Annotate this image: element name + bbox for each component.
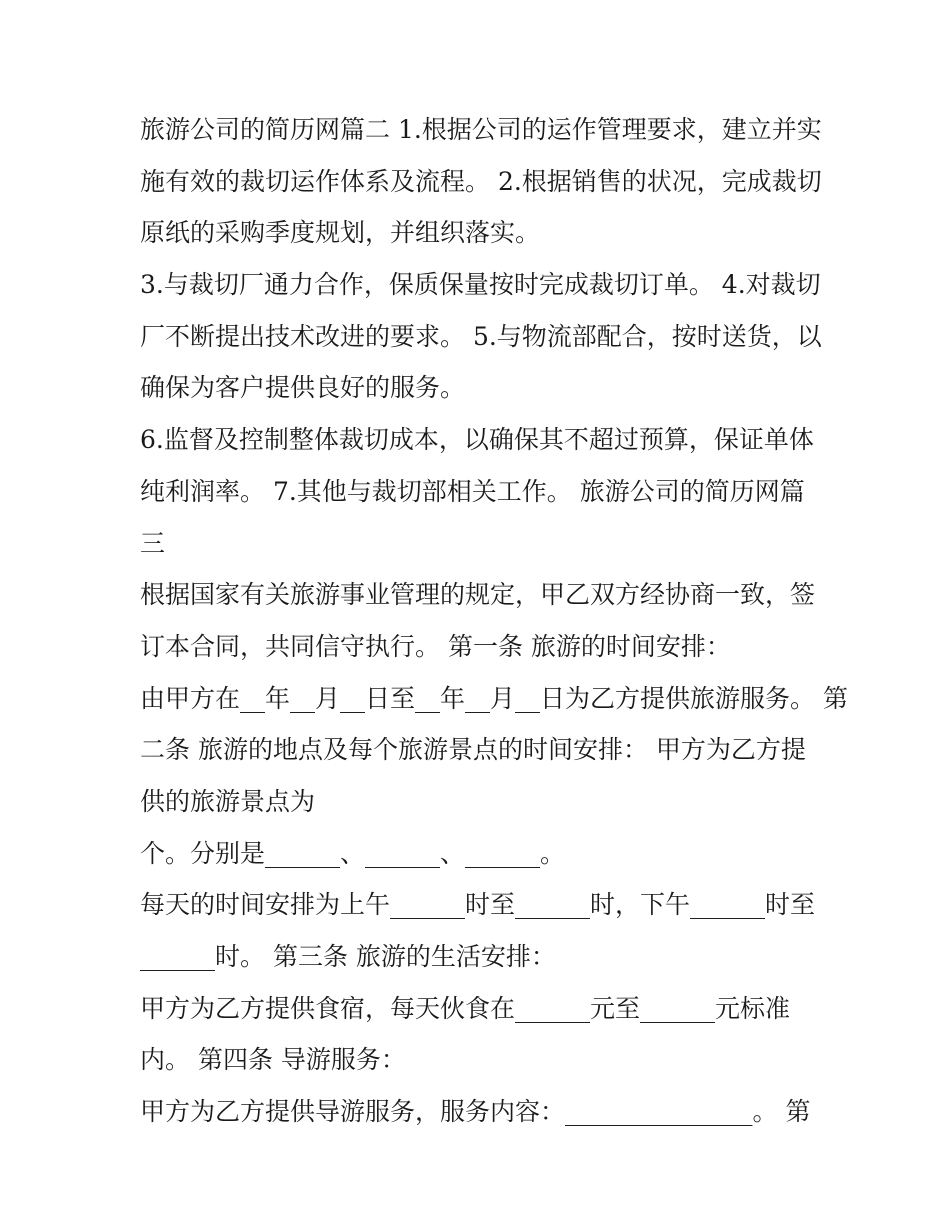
text-line: ______时。 第三条 旅游的生活安排： <box>140 942 556 971</box>
text-line: 旅游公司的简历网篇二 1.根据公司的运作管理要求，建立并实 <box>140 115 822 144</box>
text-line: 由甲方在__年__月__日至__年__月__日为乙方提供旅游服务。 第 <box>140 683 848 713</box>
text-line: 确保为客户提供良好的服务。 <box>140 373 466 403</box>
text-line: 订本合同，共同信守执行。 第一条 旅游的时间安排： <box>140 631 731 661</box>
document-body <box>140 104 848 1138</box>
text-line: 根据国家有关旅游事业管理的规定，甲乙双方经协商一致，签 <box>140 580 816 610</box>
text-line: 纯利润率。 7.其他与裁切部相关工作。 旅游公司的简历网篇 <box>140 476 805 506</box>
text-line: 内。 第四条 导游服务： <box>140 1045 406 1075</box>
text-line: 6.监督及控制整体裁切成本，以确保其不超过预算，保证单体 <box>140 425 814 455</box>
text-line: 三 <box>140 528 166 558</box>
text-line: 甲方为乙方提供导游服务，服务内容：_______________。 第 <box>140 1097 811 1127</box>
text-line: 每天的时间安排为上午______时至______时，下午______时至 <box>140 890 816 920</box>
text-line: 施有效的裁切运作体系及流程。 2.根据销售的状况，完成裁切 <box>140 166 822 196</box>
text-line: 原纸的采购季度规划，并组织落实。 <box>140 218 541 248</box>
text-line: 个。分别是______、______、______。 <box>140 838 566 868</box>
text-line: 厂不断提出技术改进的要求。 5.与物流部配合，按时送货，以 <box>140 321 822 351</box>
text-line: 二条 旅游的地点及每个旅游景点的时间安排： 甲方为乙方提 <box>140 735 806 765</box>
text-line: 供的旅游景点为 <box>140 786 316 816</box>
text-line: 3.与裁切厂通力合作，保质保量按时完成裁切订单。 4.对裁切 <box>140 270 821 300</box>
text-line: 甲方为乙方提供食宿，每天伙食在______元至______元标准 <box>140 993 791 1023</box>
